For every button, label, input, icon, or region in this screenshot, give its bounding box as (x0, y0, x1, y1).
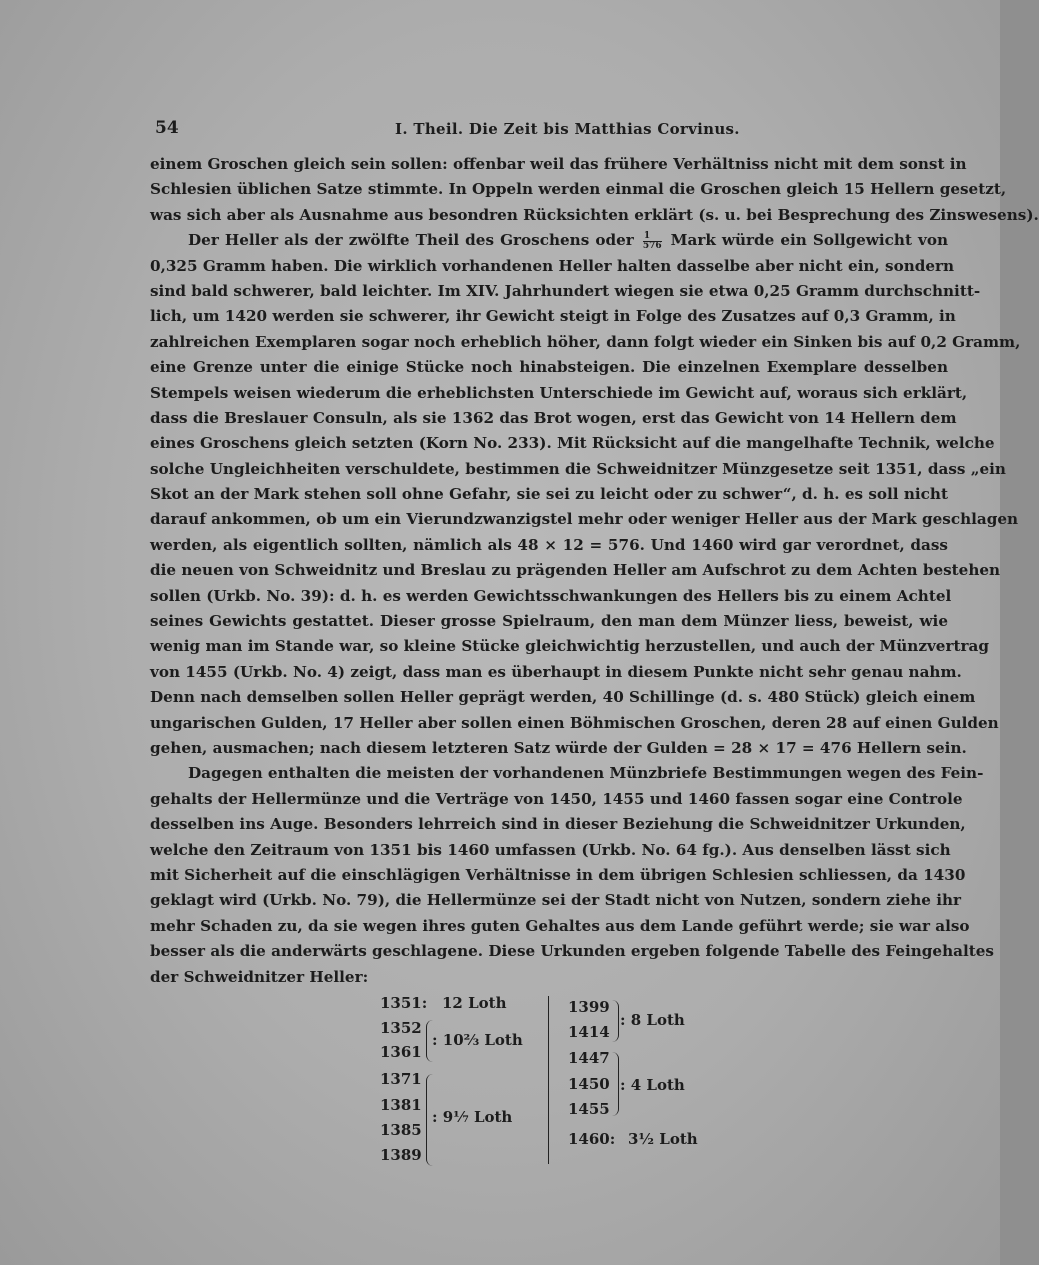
text-line: lich, um 1420 werden sie schwerer, ihr Gewicht steigt in Folge des Zusatzes auf 0,3 Gramm, in (150, 307, 956, 326)
page-number: 54 (155, 118, 179, 138)
text-line: geklagt wird (Urkb. No. 79), die Hellermünze sei der Stadt nicht von Nutzen, sondern ziehe ihr (150, 891, 962, 910)
table-year: 1351: (380, 994, 428, 1012)
fineness-table (370, 990, 730, 1170)
text-line: Stempels weisen wiederum die erheblichsten Unterschiede im Gewicht auf, woraus sich erklärt, (150, 383, 968, 402)
text-line: solche Ungleichheiten verschuldete, bestimmen die Schweidnitzer Münzgesetze seit 1351, dass „ein (150, 459, 1006, 478)
text-line: eine Grenze unter die einige Stücke noch hinabsteigen. Die einzelnen Exemplare desselben (150, 358, 948, 377)
text-line: darauf ankommen, ob um ein Vierundzwanzigstel mehr oder weniger Heller aus der Mark geschlagen (150, 510, 1019, 529)
table-year: 1460: (568, 1130, 616, 1148)
table-value: 12 Loth (442, 994, 507, 1012)
brace-mark (612, 1052, 619, 1116)
text-line: der Schweidnitzer Heller: (150, 967, 369, 986)
text-line: gehen, ausmachen; nach diesem letzteren Satz würde der Gulden = 28 × 17 = 476 Hellern sein. (150, 738, 967, 757)
body-text (150, 152, 1039, 990)
text-line: gehalts der Hellermünze und die Verträge von 1450, 1455 und 1460 fassen sogar eine Controle (150, 789, 963, 808)
text-line: zahlreichen Exemplaren sogar noch erheblich höher, dann folgt wieder ein Sinken bis auf 0,2 Gramm, (150, 332, 1021, 351)
text-line: ungarischen Gulden, 17 Heller aber sollen einen Böhmischen Groschen, deren 28 auf einen Gulden (150, 713, 999, 732)
text-line: welche den Zeitraum von 1351 bis 1460 umfassen (Urkb. No. 64 fg.). Aus denselben lässt sich (150, 840, 951, 859)
text-line: eines Groschens gleich setzten (Korn No. 233). Mit Rücksicht auf die mangelhafte Technik, welche (150, 434, 995, 453)
page-header (155, 118, 950, 142)
fraction-numerator: 1 (643, 232, 662, 242)
table-value: : 10⅔ Loth (432, 1031, 523, 1049)
text-line: besser als die anderwärts geschlagene. Diese Urkunden ergeben folgende Tabelle des Feingehaltes (150, 942, 994, 961)
table-year: 1414 (568, 1023, 610, 1041)
text-segment: Mark würde ein Sollgewicht von (670, 231, 949, 250)
table-value: : 8 Loth (620, 1011, 685, 1029)
text-line: desselben ins Auge. Besonders lehrreich sind in dieser Beziehung die Schweidnitzer Urkunden, (150, 815, 966, 834)
text-line: mehr Schaden zu, da sie wegen ihres guten Gehaltes aus dem Lande geführt werde; sie war also (150, 916, 970, 935)
table-divider (548, 996, 549, 1164)
text-line: einem Groschen gleich sein sollen: offenbar weil das frühere Verhältniss nicht mit dem sonst in (150, 155, 967, 173)
table-year: 1389 (380, 1146, 422, 1164)
fraction (643, 232, 662, 251)
text-line: seines Gewichts gestattet. Dieser grosse Spielraum, den man dem Münzer liess, beweist, wie (150, 612, 948, 631)
table-year: 1381 (380, 1096, 422, 1114)
text-line: Schlesien üblichen Satze stimmte. In Oppeln werden einmal die Groschen gleich 15 Hellern gesetzt, (150, 180, 1007, 199)
fraction-denominator: 576 (642, 240, 662, 251)
text-line: Denn nach demselben sollen Heller geprägt werden, 40 Schillinge (d. s. 480 Stück) gleich einem (150, 688, 976, 707)
table-year: 1450 (568, 1075, 610, 1093)
text-line: Dagegen enthalten die meisten der vorhandenen Münzbriefe Bestimmungen wegen des Fein- (188, 764, 984, 783)
text-line: von 1455 (Urkb. No. 4) zeigt, dass man es überhaupt in diesem Punkte nicht sehr genau nahm. (150, 662, 962, 681)
text-line: sind bald schwerer, bald leichter. Im XIV. Jahrhundert wiegen sie etwa 0,25 Gramm durchschnitt- (150, 281, 981, 300)
table-year: 1371 (380, 1070, 422, 1088)
text-line: dass die Breslauer Consuln, als sie 1362 das Brot wogen, erst das Gewicht von 14 Hellern dem (150, 408, 957, 427)
text-line: Skot an der Mark stehen soll ohne Gefahr, sie sei zu leicht oder zu schwer“, d. h. es soll nicht (150, 485, 948, 504)
running-title: I. Theil. Die Zeit bis Matthias Corvinus. (395, 120, 740, 138)
text-line: was sich aber als Ausnahme aus besondren Rücksichten erklärt (s. u. bei Besprechung des Zinswesens). (150, 205, 1039, 224)
text-line: 0,325 Gramm haben. Die wirklich vorhandenen Heller halten dasselbe aber nicht ein, sondern (150, 256, 955, 275)
table-year: 1455 (568, 1100, 610, 1118)
text-line: werden, als eigentlich sollten, nämlich als 48 × 12 = 576. Und 1460 wird gar verordnet, dass (150, 535, 948, 554)
text-segment: Der Heller als der zwölfte Theil des Groschens oder (188, 231, 634, 250)
brace-mark (612, 1000, 619, 1042)
table-year: 1399 (568, 998, 610, 1016)
table-value: : 4 Loth (620, 1076, 685, 1094)
text-line: sollen (Urkb. No. 39): d. h. es werden Gewichtsschwankungen des Hellers bis zu einem Achtel (150, 586, 952, 605)
text-line: die neuen von Schweidnitz und Breslau zu prägenden Heller am Aufschrot zu dem Achten bestehen (150, 561, 1001, 580)
table-year: 1352 (380, 1019, 422, 1037)
table-year: 1447 (568, 1049, 610, 1067)
text-line: wenig man im Stande war, so kleine Stücke gleichwichtig herzustellen, und auch der Münzvertrag (150, 637, 989, 656)
table-year: 1361 (380, 1043, 422, 1061)
text-line: mit Sicherheit auf die einschlägigen Verhältnisse in dem übrigen Schlesien schliessen, da 1430 (150, 865, 966, 884)
table-year: 1385 (380, 1121, 422, 1139)
table-value: : 9⅐ Loth (432, 1108, 513, 1126)
text-line-with-fraction (150, 228, 948, 253)
table-value: 3½ Loth (628, 1130, 698, 1148)
